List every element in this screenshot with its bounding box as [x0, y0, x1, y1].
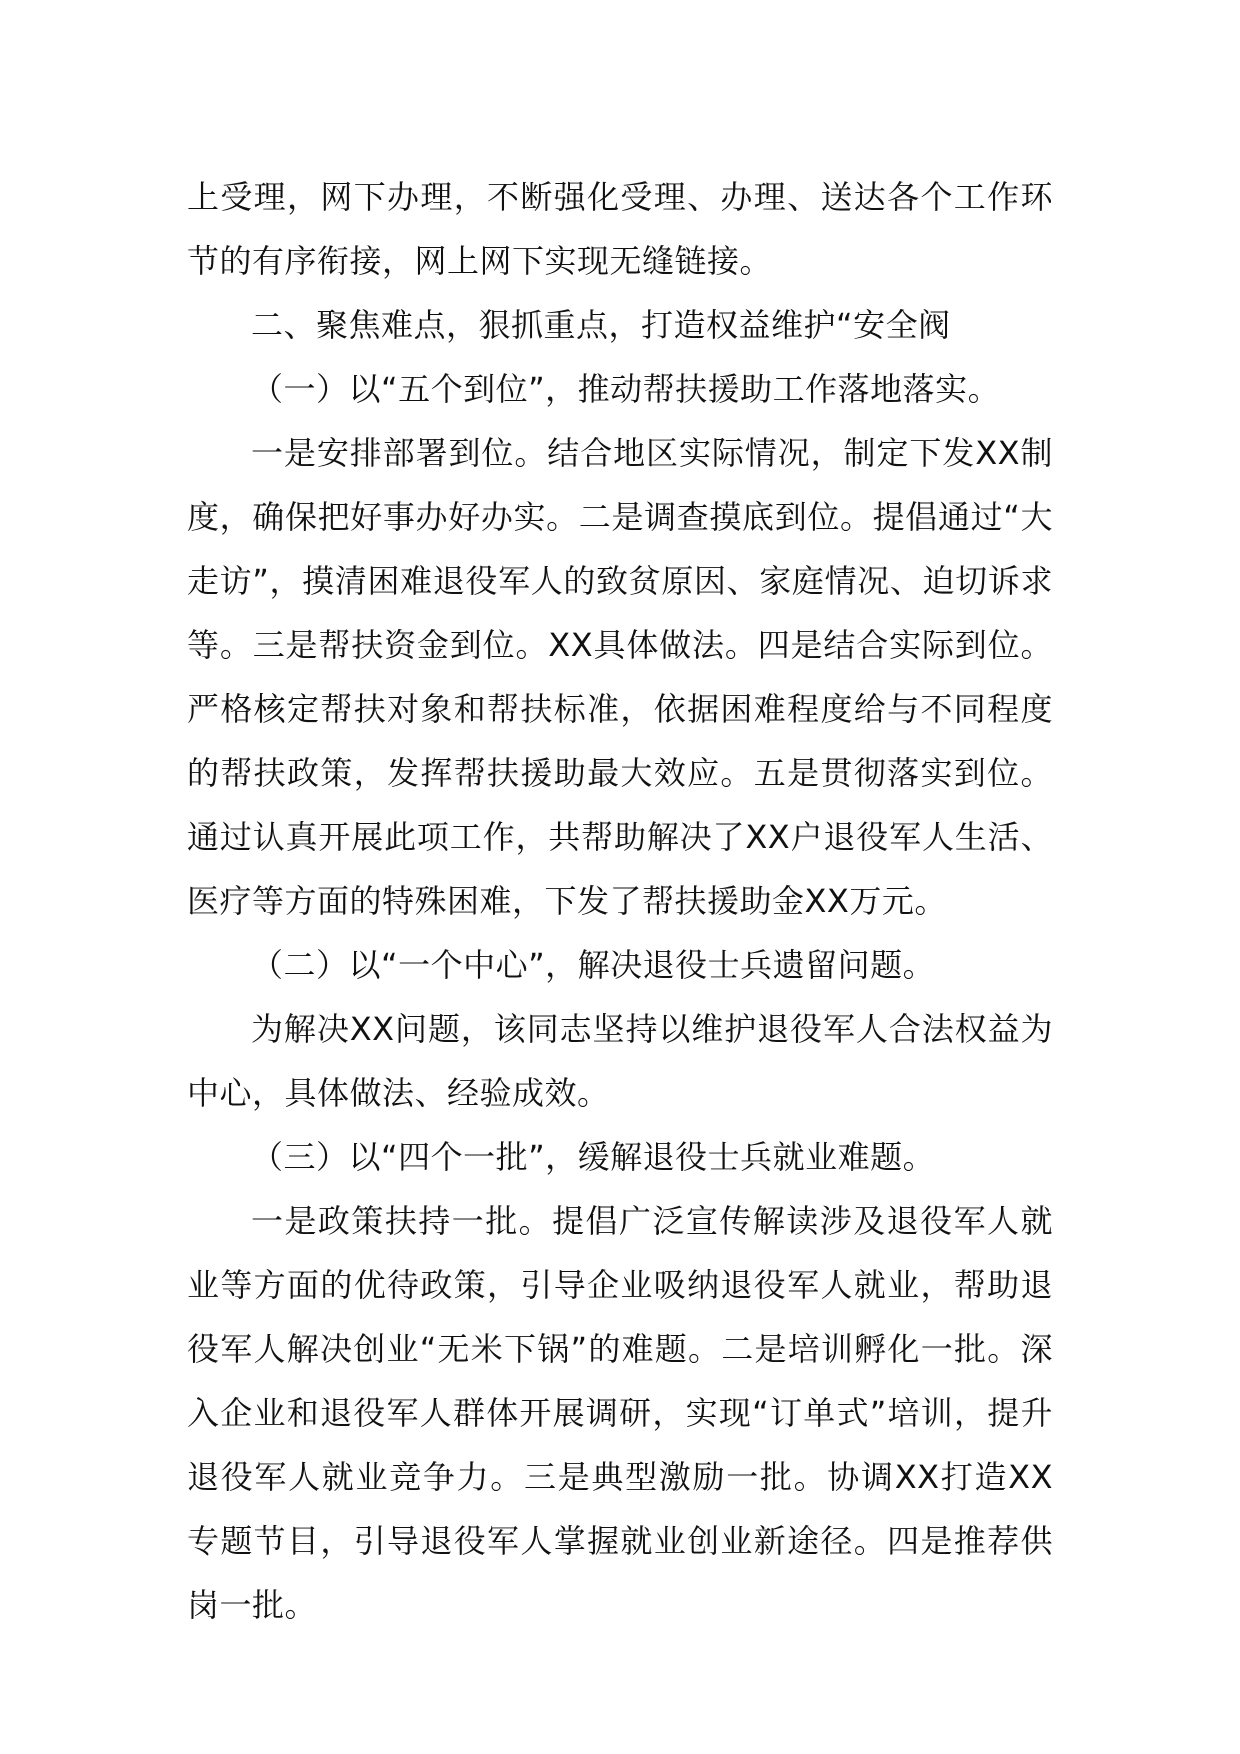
paragraph-four-batches: 一是政策扶持一批。提倡广泛宣传解读涉及退役军人就业等方面的优待政策，引导企业吸纳退役军人就业，帮助退役军人解决创业“无米下锅”的难题。二是培训孵化一批。深入企业和退役军人群体开展调研，实现“订单式”培训，提升退役军人就业竞争力。三是典型激励一批。协调XX打造XX专题节目，引导退役军人掌握就业创业新途径。四是推荐供岗一批。: [187, 1202, 1053, 1624]
subheading-1: （一）以“五个到位”，推动帮扶援助工作落地落实。: [251, 370, 1001, 408]
document-body: [187, 165, 1053, 1637]
paragraph-one-center: 为解决XX问题，该同志坚持以维护退役军人合法权益为中心，具体做法、经验成效。: [187, 1010, 1053, 1112]
paragraph-continuation: 上受理，网下办理，不断强化受理、办理、送达各个工作环节的有序衔接，网上网下实现无缝链接。: [187, 178, 1053, 280]
section-heading-2: 二、聚焦难点，狠抓重点，打造权益维护“安全阀: [251, 306, 951, 344]
subheading-3: （三）以“四个一批”，缓解退役士兵就业难题。: [251, 1138, 936, 1176]
paragraph-five-in-place: 一是安排部署到位。结合地区实际情况，制定下发XX制度，确保把好事办好办实。二是调查摸底到位。提倡通过“大走访”，摸清困难退役军人的致贫原因、家庭情况、迫切诉求等。三是帮扶资金到位。XX具体做法。四是结合实际到位。严格核定帮扶对象和帮扶标准，依据困难程度给与不同程度的帮扶政策，发挥帮扶援助最大效应。五是贯彻落实到位。通过认真开展此项工作，共帮助解决了XX户退役军人生活、医疗等方面的特殊困难，下发了帮扶援助金XX万元。: [187, 434, 1053, 920]
subheading-2: （二）以“一个中心”，解决退役士兵遗留问题。: [251, 946, 936, 984]
